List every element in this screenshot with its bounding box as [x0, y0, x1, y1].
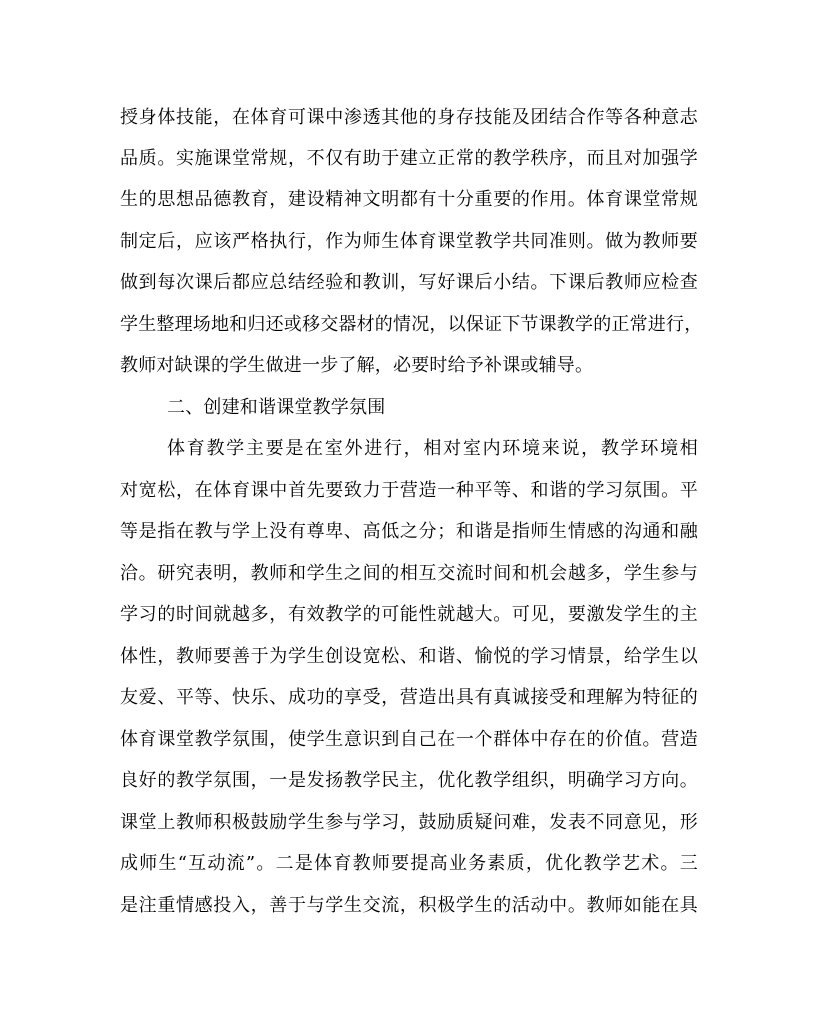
body-text-line: 授身体技能，在体育可课中渗透其他的身存技能及团结合作等各种意志: [120, 107, 698, 128]
body-text-line: 友爱、平等、快乐、成功的享受，营造出具有真诚接受和理解为特征的: [120, 687, 698, 708]
body-text-line: 品质。实施课堂常规，不仅有助于建立正常的教学秩序，而且对加强学: [120, 148, 698, 169]
body-text-line: 做到每次课后都应总结经验和教训，写好课后小结。下课后教师应检查: [120, 272, 698, 293]
body-text-line: 课堂上教师积极鼓励学生参与学习，鼓励质疑问难，发表不同意见，形: [120, 812, 698, 833]
body-text-line: 成师生“互动流”。二是体育教师要提高业务素质，优化教学艺术。三: [120, 853, 698, 874]
body-text-line: 是注重情感投入，善于与学生交流，积极学生的活动中。教师如能在具: [120, 895, 698, 916]
body-text-line: 学习的时间就越多，有效教学的可能性就越大。可见，要激发学生的主: [120, 604, 698, 625]
body-text-line: 生的思想品德教育，建设精神文明都有十分重要的作用。体育课堂常规: [120, 189, 698, 210]
body-text-line: 体性，教师要善于为学生创设宽松、和谐、愉悦的学习情景，给学生以: [120, 646, 698, 667]
body-text-line: 体育课堂教学氛围，使学生意识到自己在一个群体中存在的价值。营造: [120, 729, 698, 750]
body-text-line: 教师对缺课的学生做进一步了解，必要时给予补课或辅导。: [120, 355, 594, 376]
body-text-line: 洽。研究表明，教师和学生之间的相互交流时间和机会越多，学生参与: [120, 563, 698, 584]
body-text-line: 等是指在教与学上没有尊卑、高低之分；和谐是指师生情感的沟通和融: [120, 521, 698, 542]
body-text-line: 对宽松，在体育课中首先要致力于营造一种平等、和谐的学习氛围。平: [120, 480, 698, 501]
body-text-line: 良好的教学氛围，一是发扬教学民主，优化教学组织，明确学习方向。: [120, 770, 698, 791]
body-text-line: 学生整理场地和归还或移交器材的情况，以保证下节课教学的正常进行，: [120, 314, 703, 335]
body-text-line: 制定后，应该严格执行，作为师生体育课堂教学共同准则。做为教师要: [120, 231, 698, 252]
paragraph-first-line: 体育教学主要是在室外进行，相对室内环境来说，教学环境相: [167, 438, 698, 459]
section-heading: 二、创建和谐课堂教学氛围: [167, 397, 386, 418]
